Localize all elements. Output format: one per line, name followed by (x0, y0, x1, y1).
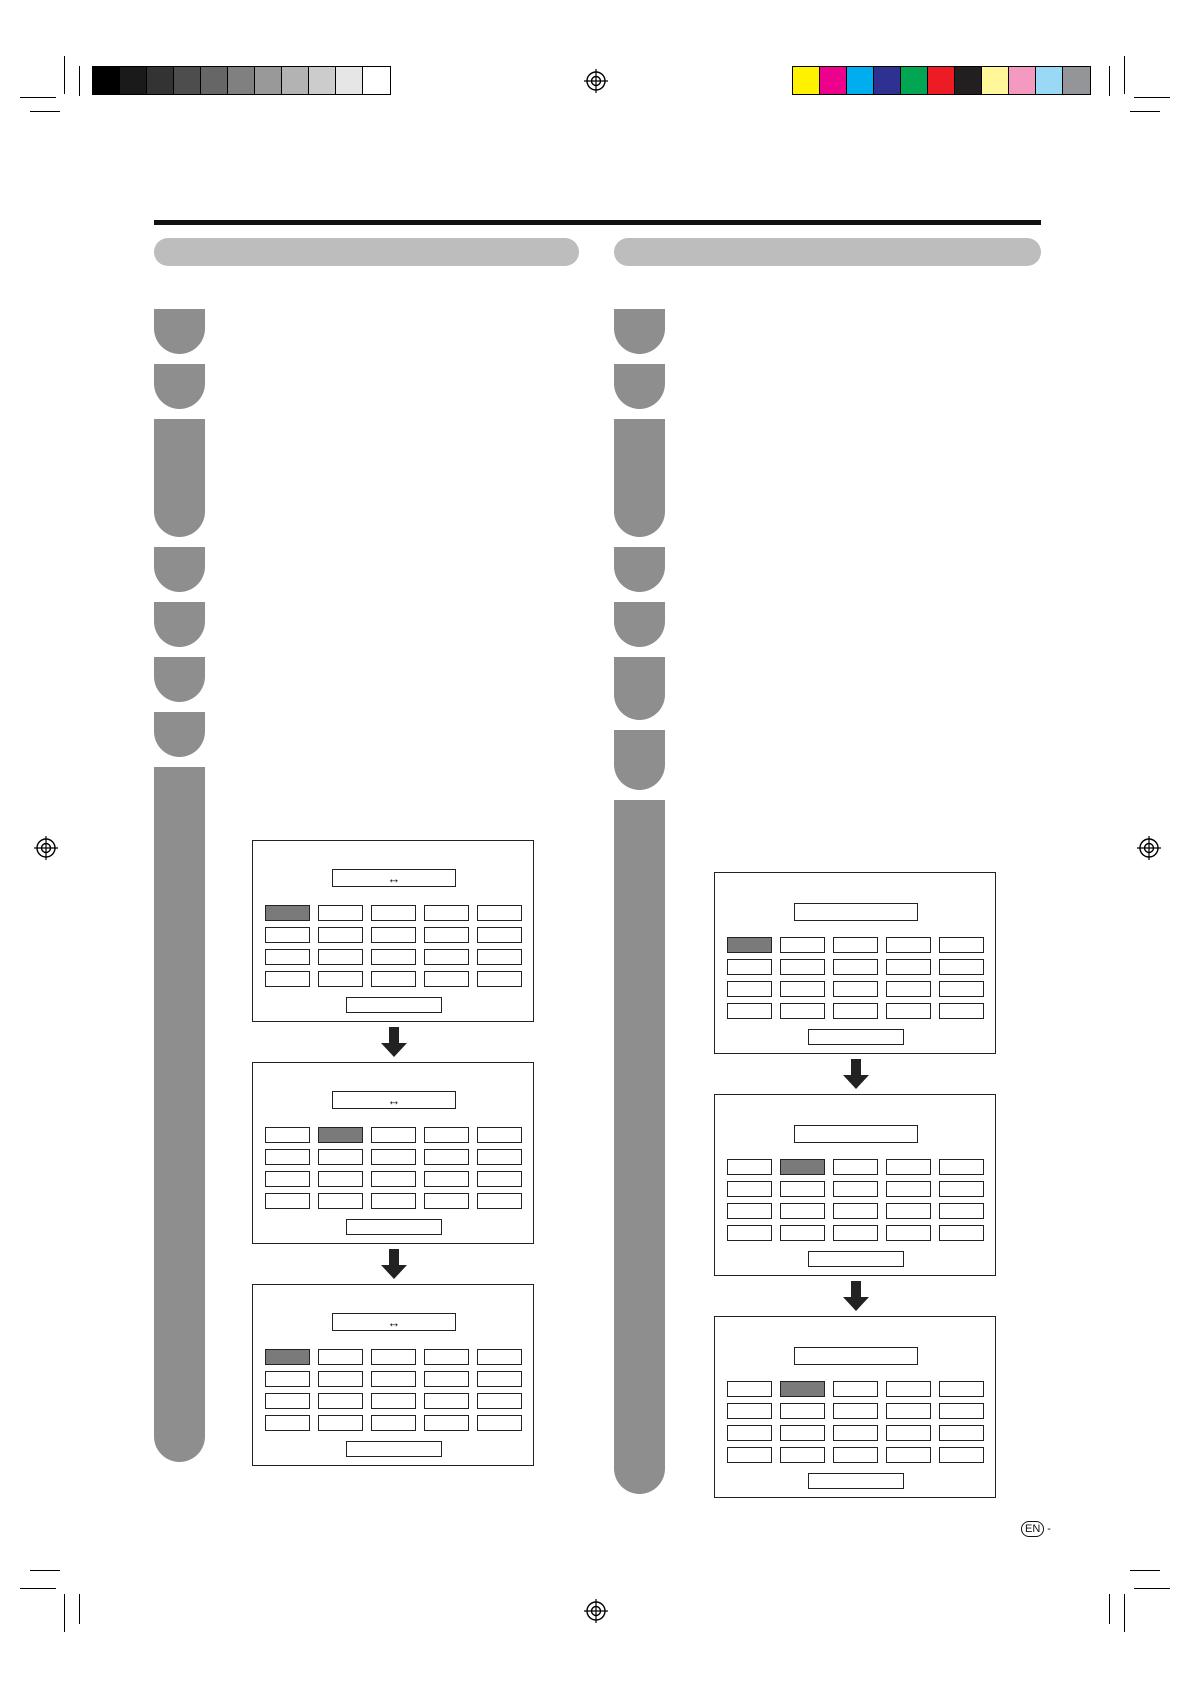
gray-swatch (93, 67, 120, 94)
menu-grid-cell (318, 905, 363, 921)
step-tab (154, 602, 205, 647)
registration-target-right (1137, 836, 1161, 860)
menu-grid-cell (833, 1225, 878, 1241)
menu-grid-cell (727, 1381, 772, 1397)
menu-grid-cell (477, 1149, 522, 1165)
menu-grid-cell (265, 1127, 310, 1143)
menu-grid-cell (265, 1193, 310, 1209)
menu-grid-cell (780, 1225, 825, 1241)
step-tab (154, 767, 205, 1462)
menu-grid-cell (265, 1371, 310, 1387)
screen-header-box: ↔ (332, 1313, 456, 1331)
menu-grid-cell (780, 1381, 825, 1397)
menu-grid-cell (886, 1403, 931, 1419)
menu-grid-cell (727, 1447, 772, 1463)
page-dash: - (1047, 1523, 1051, 1535)
step-tab (154, 547, 205, 592)
screen-footer-box (808, 1473, 904, 1489)
menu-grid-cell (371, 1415, 416, 1431)
menu-grid-cell (727, 937, 772, 953)
menu-grid-cell (727, 1159, 772, 1175)
step-tab (614, 602, 665, 647)
screen-footer-box (346, 1441, 442, 1457)
step-tab (154, 364, 205, 409)
menu-grid-cell (780, 959, 825, 975)
step-tab (614, 547, 665, 592)
menu-grid-cell (477, 971, 522, 987)
menu-grid-cell (477, 1371, 522, 1387)
menu-screen-illustration (714, 1316, 996, 1498)
menu-grid-cell (939, 981, 984, 997)
menu-grid-cell (727, 1425, 772, 1441)
menu-grid-cell (886, 1159, 931, 1175)
menu-grid-cell (780, 1203, 825, 1219)
menu-grid-cell (833, 1381, 878, 1397)
menu-grid-cell (939, 1203, 984, 1219)
menu-grid-cell (318, 1171, 363, 1187)
menu-grid-cell (371, 1127, 416, 1143)
menu-grid-cell (265, 905, 310, 921)
menu-screen-illustration (714, 1094, 996, 1276)
step-tab (614, 309, 665, 354)
menu-grid-cell (371, 971, 416, 987)
menu-grid-cell (424, 1415, 469, 1431)
menu-grid-cell (477, 1415, 522, 1431)
down-arrow-icon (379, 1249, 409, 1279)
step-tab (614, 657, 665, 720)
screen-footer-box (346, 1219, 442, 1235)
menu-grid-cell (424, 949, 469, 965)
menu-grid-cell (886, 1425, 931, 1441)
menu-grid-cell (833, 981, 878, 997)
menu-grid-cell (424, 927, 469, 943)
gray-swatch (336, 67, 363, 94)
gray-swatch (174, 67, 201, 94)
menu-grid-cell (318, 1127, 363, 1143)
menu-grid-cell (939, 937, 984, 953)
down-arrow-icon (841, 1059, 871, 1089)
menu-grid-cell (265, 1149, 310, 1165)
menu-grid-cell (424, 1393, 469, 1409)
screen-header-box (794, 1347, 918, 1365)
menu-grid-cell (318, 949, 363, 965)
menu-grid-cell (265, 927, 310, 943)
right-section-heading-bar (614, 238, 1041, 266)
step-tab (614, 419, 665, 537)
gray-swatch (120, 67, 147, 94)
screen-footer-box (346, 997, 442, 1013)
color-swatch (874, 67, 901, 94)
step-tab (614, 364, 665, 409)
menu-grid-cell (833, 1181, 878, 1197)
color-swatch (820, 67, 847, 94)
menu-grid-cell (371, 949, 416, 965)
menu-grid-cell (886, 1381, 931, 1397)
menu-grid-cell (318, 971, 363, 987)
menu-grid-cell (318, 1349, 363, 1365)
menu-grid-cell (424, 905, 469, 921)
menu-grid-cell (780, 1447, 825, 1463)
menu-grid-cell (886, 1181, 931, 1197)
menu-grid-cell (780, 981, 825, 997)
menu-grid-cell (833, 959, 878, 975)
left-section-heading-bar (154, 238, 579, 266)
menu-grid-cell (780, 1403, 825, 1419)
menu-grid-cell (780, 1003, 825, 1019)
menu-grid-cell (477, 949, 522, 965)
color-swatch (901, 67, 928, 94)
screen-footer-box (808, 1029, 904, 1045)
grayscale-color-bar (92, 66, 391, 95)
menu-grid-cell (318, 927, 363, 943)
color-swatch (982, 67, 1009, 94)
menu-grid-cell (833, 1403, 878, 1419)
process-color-bar (792, 66, 1091, 95)
menu-grid-cell (727, 1203, 772, 1219)
screen-footer-box (808, 1251, 904, 1267)
menu-grid-cell (424, 1149, 469, 1165)
menu-grid-cell (265, 949, 310, 965)
menu-grid-cell (371, 927, 416, 943)
menu-grid-cell (424, 1349, 469, 1365)
step-tab (154, 657, 205, 702)
menu-grid-cell (780, 1425, 825, 1441)
menu-grid-cell (371, 905, 416, 921)
menu-grid-cell (886, 937, 931, 953)
menu-grid-cell (939, 1181, 984, 1197)
menu-grid-cell (477, 1393, 522, 1409)
step-tab (154, 309, 205, 354)
menu-grid-cell (780, 937, 825, 953)
gray-swatch (147, 67, 174, 94)
color-swatch (955, 67, 982, 94)
gray-swatch (201, 67, 228, 94)
menu-grid-cell (939, 1447, 984, 1463)
menu-screen-illustration (252, 1062, 534, 1244)
menu-screen-illustration (252, 1284, 534, 1466)
menu-grid-cell (833, 1003, 878, 1019)
menu-grid-cell (477, 1127, 522, 1143)
step-tab (154, 712, 205, 757)
menu-grid-cell (886, 1003, 931, 1019)
menu-grid-cell (780, 1159, 825, 1175)
menu-grid-cell (833, 1203, 878, 1219)
menu-grid-cell (371, 1193, 416, 1209)
menu-grid-cell (939, 1225, 984, 1241)
menu-grid-cell (477, 1349, 522, 1365)
menu-grid-cell (939, 1403, 984, 1419)
screen-header-box (794, 903, 918, 921)
menu-grid-cell (424, 1371, 469, 1387)
menu-grid-cell (424, 971, 469, 987)
menu-grid-cell (886, 1447, 931, 1463)
step-tab (614, 730, 665, 790)
gray-swatch (363, 67, 390, 94)
menu-grid-cell (477, 927, 522, 943)
gray-swatch (282, 67, 309, 94)
menu-grid-cell (727, 1003, 772, 1019)
language-page-badge (1021, 1521, 1051, 1537)
color-swatch (1063, 67, 1090, 94)
menu-grid-cell (886, 981, 931, 997)
menu-grid-cell (318, 1149, 363, 1165)
color-swatch (1009, 67, 1036, 94)
down-arrow-icon (379, 1027, 409, 1057)
menu-grid-cell (727, 1403, 772, 1419)
menu-grid-cell (780, 1181, 825, 1197)
menu-grid-cell (265, 1171, 310, 1187)
menu-grid-cell (371, 1349, 416, 1365)
menu-grid-cell (833, 1425, 878, 1441)
menu-grid-cell (265, 1349, 310, 1365)
menu-grid-cell (424, 1171, 469, 1187)
menu-grid-cell (318, 1415, 363, 1431)
screen-header-box: ↔ (332, 1091, 456, 1109)
color-swatch (928, 67, 955, 94)
menu-grid-cell (424, 1193, 469, 1209)
menu-grid-cell (939, 959, 984, 975)
menu-grid-cell (477, 1171, 522, 1187)
menu-grid-cell (833, 1159, 878, 1175)
menu-grid-cell (265, 1393, 310, 1409)
gray-swatch (255, 67, 282, 94)
menu-grid-cell (886, 1225, 931, 1241)
menu-grid-cell (727, 981, 772, 997)
language-badge: EN (1021, 1521, 1044, 1537)
step-tab (154, 419, 205, 537)
menu-grid-cell (727, 1225, 772, 1241)
menu-grid-cell (727, 959, 772, 975)
registration-target-left (34, 836, 58, 860)
menu-grid-cell (833, 937, 878, 953)
menu-grid-cell (477, 905, 522, 921)
screen-header-box: ↔ (332, 869, 456, 887)
color-swatch (1036, 67, 1063, 94)
menu-grid-cell (265, 1415, 310, 1431)
menu-grid-cell (727, 1181, 772, 1197)
step-tab (614, 800, 665, 1494)
color-swatch (847, 67, 874, 94)
menu-screen-illustration (714, 872, 996, 1054)
menu-grid-cell (939, 1159, 984, 1175)
menu-grid-cell (939, 1003, 984, 1019)
gray-swatch (228, 67, 255, 94)
title-rule (154, 220, 1041, 225)
menu-grid-cell (318, 1393, 363, 1409)
menu-grid-cell (371, 1149, 416, 1165)
menu-grid-cell (833, 1447, 878, 1463)
color-swatch (793, 67, 820, 94)
menu-grid-cell (886, 959, 931, 975)
menu-grid-cell (265, 971, 310, 987)
menu-grid-cell (886, 1203, 931, 1219)
registration-target-top (584, 69, 608, 93)
screen-header-box (794, 1125, 918, 1143)
menu-grid-cell (371, 1371, 416, 1387)
menu-grid-cell (318, 1371, 363, 1387)
menu-grid-cell (318, 1193, 363, 1209)
down-arrow-icon (841, 1281, 871, 1311)
gray-swatch (309, 67, 336, 94)
menu-grid-cell (371, 1393, 416, 1409)
menu-grid-cell (424, 1127, 469, 1143)
menu-grid-cell (371, 1171, 416, 1187)
menu-screen-illustration (252, 840, 534, 1022)
menu-grid-cell (939, 1425, 984, 1441)
menu-grid-cell (477, 1193, 522, 1209)
menu-grid-cell (939, 1381, 984, 1397)
registration-target-bottom (584, 1599, 608, 1623)
